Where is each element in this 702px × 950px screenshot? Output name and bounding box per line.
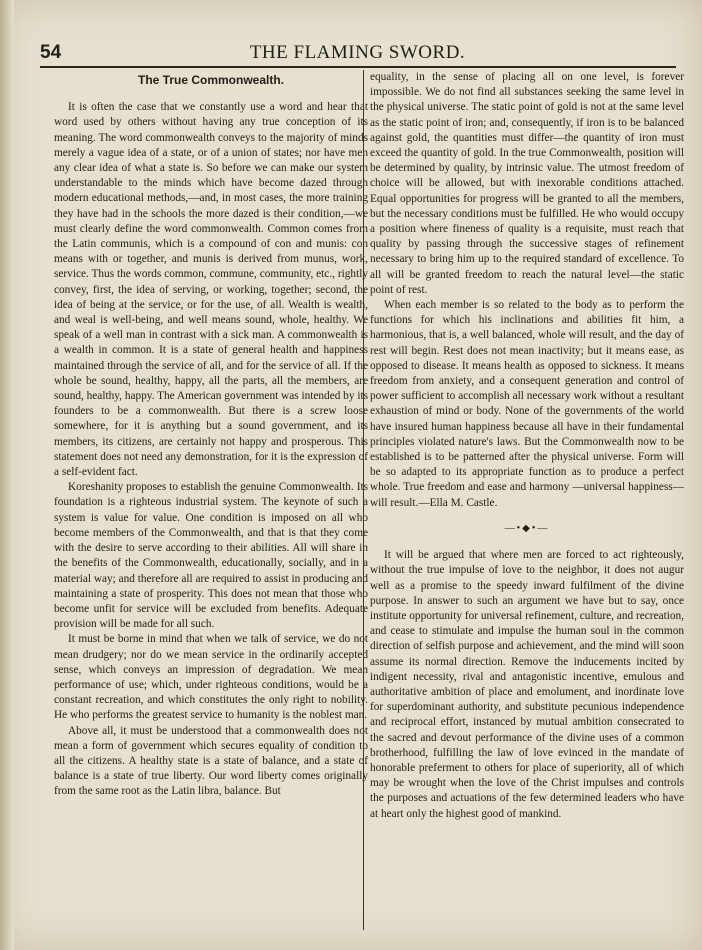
paragraph: It must be borne in mind that when we talk of service, we do not mean drudgery; nor do we mean service in the ordinarily accepted sense, which conveys an impression of degradation. We mean performance of use; which, under righteous conditions, would be a constant recreation, and which constitutes the only right to nobility. He who performs the greatest service to humanity is the noblest man. (54, 633, 368, 722)
paragraph: Koreshanity proposes to establish the genuine Commonwealth. Its foundation is a righteous industrial system. The keynote of such a system is value for value. One condition is imposed on all who become members of the Commonwealth, and that is that they come with the desire to serve according to their abilities. All will share in the benefits of the Commonwealth, educationally, socially, and in a material way; and therefore all are required to assist in producing and maintaining a state of prosperity. This does not mean that those who become unfit for service will be excluded from benefits. Adequate provision will be made for all such. (54, 481, 368, 631)
paragraph: It will be argued that where men are forced to act righteously, without the true impulse of love to the neighbor, it does not augur well as a promise to the speedy inward fulfilment of the divine purpose. In answer to such an argument we have but to say, once institute opportunity for universal refinement, culture, and recreation, and cease to stimulate and impulse the human soul in the common direction of selfish purpose and achievement, and the mind will soon assume its normal direction. Remove the inducements incited by indigent necessity, rival and antagonistic incentive, emulous and authoritative ambition of place and emolument, and inordinate love for superdominant authority, and substitute pecunious independence and reciprocal effort, instanced by mutual ambition consecrated to the sacred and devout performance of the divine uses of a common brotherhood, fulfilling the law of love evinced in the mandate of honorable preferment to others for place of superiority, all of which may be wrought when the love of the Christ impulses and controls the purposes and actuations of the few determined leaders who have at heart only the highest good of mankind. (370, 549, 684, 820)
article-title: The True Commonwealth. (137, 73, 284, 87)
left-column (54, 70, 368, 930)
page-header (40, 40, 675, 68)
right-column (370, 70, 684, 930)
paragraph: When each member is so related to the body as to perform the functions for which his inclinations and abilities fit him, a harmonious, that is, a well balanced, whole will result, and the day of rest will begin. Rest does not mean inactivity; but it means ease, as opposed to disease. It means health as opposed to sickness. It means freedom from anxiety, and a consequent generation and control of power sufficient to accomplish all necessary work without a resultant exhaustion of mind or body. None of the governments of the world have insured human happiness because all have in their fundamental principles violated nature's laws. But the Commonwealth now to be established is to be patterned after the physical universe. Form will be so adapted to its appropriate function as to produce a perfect whole. True freedom and ease and harmony —universal happiness—will result.—Ella M. Castle. (370, 299, 684, 509)
paragraph: equality, in the sense of placing all on one level, is forever impossible. We do not find all substances seeking the same level in the physical universe. The static point of gold is not at the same level as the static point of iron; and, consequently, if iron is to be balanced against gold, the quantities must differ—the quantity of iron must exceed the quantity of gold. In the true Commonwealth, position will be determined by quality, by intrinsic value. The utmost freedom of choice will be allowed, but with inexorable conditions attached. Equal opportunities for progress will be granted to all the members, but the necessary conditions must be fulfilled. He who would occupy a position where fineness of quality is a requisite, must reach that quality by passing through the successive stages of refinement necessary to bring him up to the required standard of excellence. To all will be granted freedom to reach the natural level—the static point of rest. (370, 71, 684, 296)
paragraph: Above all, it must be understood that a commonwealth does not mean a form of government which secures equality of condition to all the citizens. A healthy state is a state of balance, and a state of balance is a state of true liberty. Our word liberty comes originally from the same root as the Latin libra, balance. But (54, 724, 368, 798)
page-edge (0, 0, 14, 950)
header-rule (40, 66, 676, 68)
section-ornament: —•◆•— (504, 522, 550, 534)
journal-title: THE FLAMING SWORD. (249, 42, 466, 63)
column-divider (363, 70, 364, 930)
paragraph: It is often the case that we constantly use a word and hear that word used by others without having any true conception of its meaning. The word commonwealth conveys to the majority of minds merely a vague idea of a state, or of a union of states; nor have men any clear idea of what a state is. So before we can make our system understandable to the minds which have become dazed through modern educational methods,—and, in most cases, the more training they have had in the schools the more dazed is their condition,—we must clearly define the word commonwealth. Common comes from the Latin communis, which is a compound of con and munis: con means with or together, and munis is derived from munus, work, service. Thus the words common, commune, community, etc., rightly convey, first, the idea of serving, or working, together; second, the idea of being at the service, or for the use, of all. Wealth is wealth, and weal is well-being, and well means sound, whole, healthy. We speak of a well man in contrast with a sick man. A commonwealth is a wealth in common. It is a state of general health and happiness maintained through the service of all, and for the service of all. If the whole be sound, healthy, happy, all the parts, all the members, are sound, healthy, happy. The American government was intended by its founders to be a commonwealth. But there is a screw loose somewhere, for it is anything but a sound government, and its members, its citizens, are certainly not happy and prosperous. This statement does not need any demonstration, for it is the expression of a self-evident fact. (54, 101, 368, 479)
page-number: 54 (40, 42, 62, 63)
